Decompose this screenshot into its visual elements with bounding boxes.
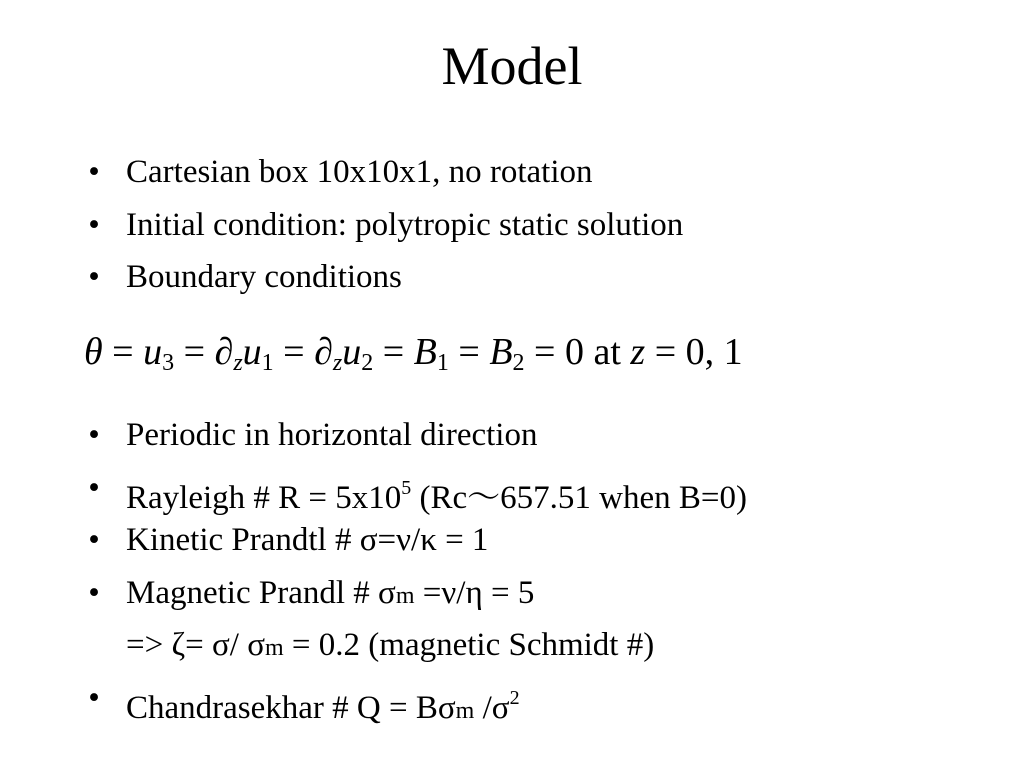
chandra-exponent: 2 (509, 686, 520, 709)
eq-equals: = (534, 331, 556, 373)
bullet-boundary-conditions (84, 251, 683, 304)
eq-sub: 2 (512, 350, 525, 376)
bullet-text: Kinetic Prandtl # σ=ν/κ = 1 (126, 522, 489, 558)
chandra-divisor: /σ (474, 689, 510, 726)
schmidt-text: => ζ= σ/ σ (126, 627, 265, 663)
eq-equals: = (382, 331, 405, 373)
bullet-magnetic-prandtl (84, 567, 747, 620)
bullet-dot: • (88, 206, 100, 243)
bullet-dot: • (88, 154, 100, 190)
eq-sub-z: z (332, 350, 343, 376)
bullet-text: Boundary conditions (126, 259, 402, 295)
chandra-subscript: m (455, 697, 475, 724)
magnetic-subscript: m (395, 582, 415, 609)
rayleigh-exponent: 5 (401, 476, 412, 499)
bullet-rayleigh (84, 462, 747, 515)
eq-equals: = (183, 331, 206, 373)
eq-b: B (489, 331, 513, 373)
eq-at: at (593, 331, 621, 373)
eq-equals: = (283, 331, 305, 373)
eq-sub: 2 (361, 350, 374, 376)
bullet-text: Cartesian box 10x10x1, no rotation (126, 154, 593, 190)
schmidt-value: = 0.2 (magnetic Schmidt #) (283, 627, 655, 663)
bullet-text: Initial condition: polytropic static solution (126, 206, 684, 243)
eq-z: z (630, 331, 646, 373)
eq-partial: ∂ (214, 331, 234, 373)
eq-zero: 0 (564, 331, 584, 373)
eq-sub-z: z (233, 350, 243, 376)
schmidt-subscript: m (265, 635, 284, 661)
bullet-dot: • (88, 417, 100, 453)
bullet-dot: • (88, 679, 100, 716)
bullet-text: Periodic in horizontal direction (126, 417, 538, 453)
eq-values: 0, 1 (685, 331, 743, 373)
bullet-dot: • (88, 469, 100, 506)
rayleigh-text: Rayleigh # R = 5x10 (126, 479, 402, 516)
bullet-dot: • (88, 522, 100, 558)
magnetic-value: =ν/η = 5 (414, 574, 535, 611)
bullet-dot: • (88, 259, 100, 295)
bullet-initial-condition (84, 199, 683, 252)
eq-equals: = (654, 331, 677, 373)
chandra-text: Chandrasekhar # Q = Bσ (126, 689, 456, 726)
eq-sub: 1 (261, 350, 274, 376)
eq-sub: 3 (162, 350, 175, 376)
eq-sub: 1 (436, 350, 449, 376)
eq-partial: ∂ (314, 331, 333, 373)
boundary-equation (84, 326, 954, 378)
eq-b: B (413, 331, 437, 373)
bullet-list-top (84, 146, 683, 304)
eq-u: u (342, 331, 362, 373)
eq-equals: = (458, 331, 480, 373)
bullet-dot: • (88, 574, 100, 611)
magnetic-text: Magnetic Prandl # σ (126, 574, 396, 611)
bullet-periodic (84, 409, 747, 462)
bullet-chandrasekhar (84, 672, 747, 725)
eq-u: u (143, 331, 163, 373)
slide-title: Model (441, 36, 583, 96)
bullet-list-bottom (84, 409, 747, 724)
eq-u: u (242, 331, 262, 373)
rayleigh-critical: (Rc～657.51 when B=0) (411, 479, 748, 516)
line-magnetic-schmidt (84, 619, 747, 672)
bullet-cartesian-box (84, 146, 683, 199)
bullet-kinetic-prandtl (84, 514, 747, 567)
eq-theta: θ (84, 331, 103, 373)
eq-equals: = (112, 331, 134, 373)
